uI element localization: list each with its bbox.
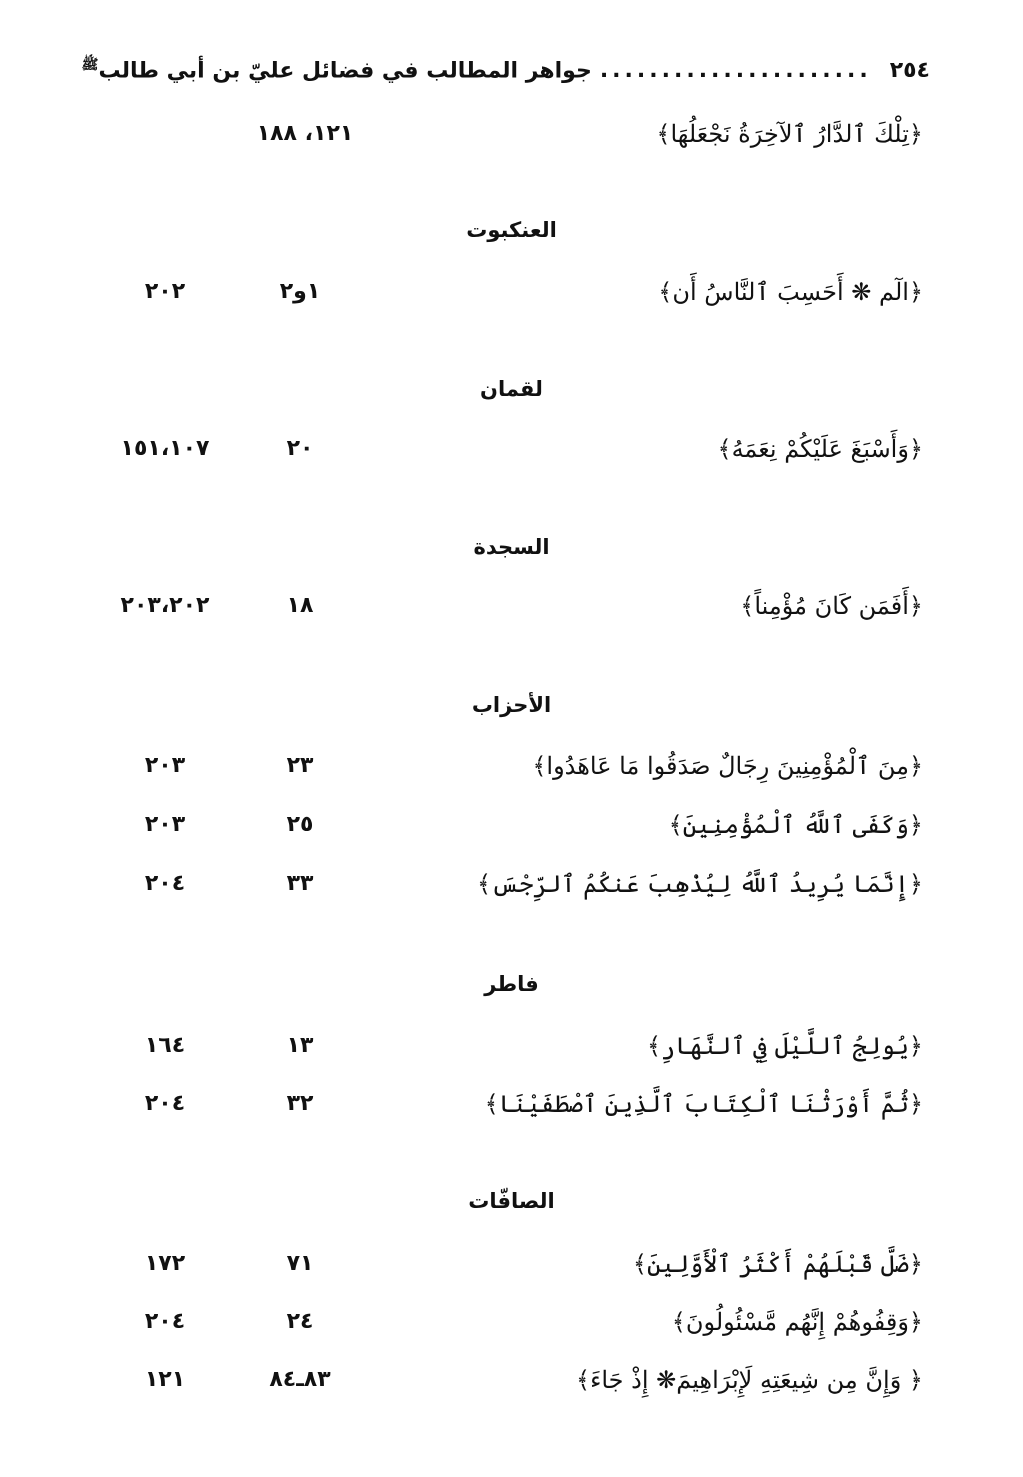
ayah-number: ١٨ — [286, 593, 314, 618]
page-references: ٢٠٢ — [144, 279, 186, 304]
index-row — [0, 862, 1023, 906]
running-header — [81, 50, 930, 90]
verse-text: ﴿أَفَمَن كَانَ مُؤْمِناً﴾ — [740, 592, 923, 620]
page-references: ١٢١، ١٨٨ — [256, 121, 354, 146]
index-row — [0, 270, 1023, 314]
index-row — [0, 1024, 1023, 1068]
ayah-number: ٢٣ — [286, 753, 314, 778]
surah-heading: العنكبوت — [466, 218, 557, 242]
book-title — [82, 56, 592, 83]
verse-text: ﴿تِلْكَ ٱلدَّارُ ٱلآخِرَةُ نَجْعَلُهَا﴾ — [656, 120, 923, 148]
ayah-number: ٣٣ — [286, 871, 314, 896]
page-references: ١٢١ — [144, 1367, 186, 1392]
page-references: ٢٠٣،٢٠٢ — [120, 593, 210, 618]
page-references: ٢٠٤ — [144, 871, 186, 896]
index-row — [0, 1300, 1023, 1344]
page-references: ٢٠٣ — [144, 753, 186, 778]
page-references: ١٦٤ — [144, 1033, 186, 1058]
ayah-number: ٢٥ — [286, 812, 314, 837]
surah-heading: الأحزاب — [471, 693, 552, 717]
verse-text: ﴿وَكَفَى ٱللَّهُ ٱلْمُؤْمِنِينَ﴾ — [668, 811, 923, 839]
index-row — [0, 1242, 1023, 1286]
ayah-number: ٢٠ — [286, 436, 314, 461]
page-references: ٢٠٤ — [144, 1091, 186, 1116]
index-row — [0, 1358, 1023, 1402]
verse-text: ﴿ثُمَّ أَوْرَثْنَا ٱلْكِتَابَ ٱلَّذِينَ ٱصْطَفَيْنَا﴾ — [484, 1090, 923, 1118]
page-references: ٢٠٣ — [144, 812, 186, 837]
verse-text: ﴿وَأَسْبَغَ عَلَيْكُمْ نِعَمَهُ﴾ — [717, 435, 923, 463]
ayah-number: ٣٢ — [286, 1091, 314, 1116]
ayah-number: ١و٢ — [279, 279, 321, 304]
verse-text: ﴿يُولِجُ ٱللَّيْلَ فِي ٱلنَّهَارِ﴾ — [646, 1032, 923, 1060]
ayah-number: ٨٣ـ٨٤ — [269, 1367, 331, 1392]
surah-heading: الصافّات — [468, 1189, 555, 1213]
index-row — [0, 427, 1023, 471]
verse-text: ﴿إِنَّمَا يُرِيدُ ٱللَّهُ لِيُذْهِبَ عَنكُمُ ٱلرِّجْسَ﴾ — [477, 870, 923, 898]
page-references: ٢٠٤ — [144, 1309, 186, 1334]
leader-dots: ...................... — [599, 57, 872, 83]
index-row — [0, 1082, 1023, 1126]
page-references: ١٧٢ — [144, 1251, 186, 1276]
page-references: ١٥١،١٠٧ — [120, 436, 210, 461]
surah-heading: لقمان — [480, 377, 543, 401]
verse-text: ﴿ضَلَّ قَبْلَهُمْ أَكْثَرُ ٱلْأَوَّلِينَ﴾ — [632, 1250, 923, 1278]
verse-text: ﴿ وَإِنَّ مِن شِيعَتِهِ لَإِبْرَاهِيمَ❋ إِذْ جَاءَ﴾ — [576, 1366, 923, 1394]
ayah-number: ٧١ — [286, 1251, 314, 1276]
verse-text: ﴿الٓم ❋ أَحَسِبَ ٱلنَّاسُ أَن﴾ — [658, 278, 923, 306]
surah-heading: السجدة — [473, 535, 550, 559]
index-row — [0, 584, 1023, 628]
page-number: ٢٥٤ — [889, 57, 930, 83]
honorific-glyph: ﷺ — [81, 57, 99, 74]
index-row — [0, 803, 1023, 847]
verse-text: ﴿وَقِفُوهُمْ إِنَّهُم مَّسْئُولُونَ﴾ — [671, 1308, 923, 1336]
index-row — [0, 112, 1023, 156]
surah-heading: فاطر — [484, 972, 539, 996]
ayah-number: ٢٤ — [286, 1309, 314, 1334]
ayah-number: ١٣ — [286, 1033, 314, 1058]
book-title-text: جواهر المطالب في فضائل عليّ بن أبي طالب — [98, 58, 592, 84]
verse-text: ﴿مِنَ ٱلْمُؤْمِنِينَ رِجَالٌ صَدَقُوا مَا عَاهَدُوا﴾ — [532, 752, 923, 780]
index-row — [0, 744, 1023, 788]
